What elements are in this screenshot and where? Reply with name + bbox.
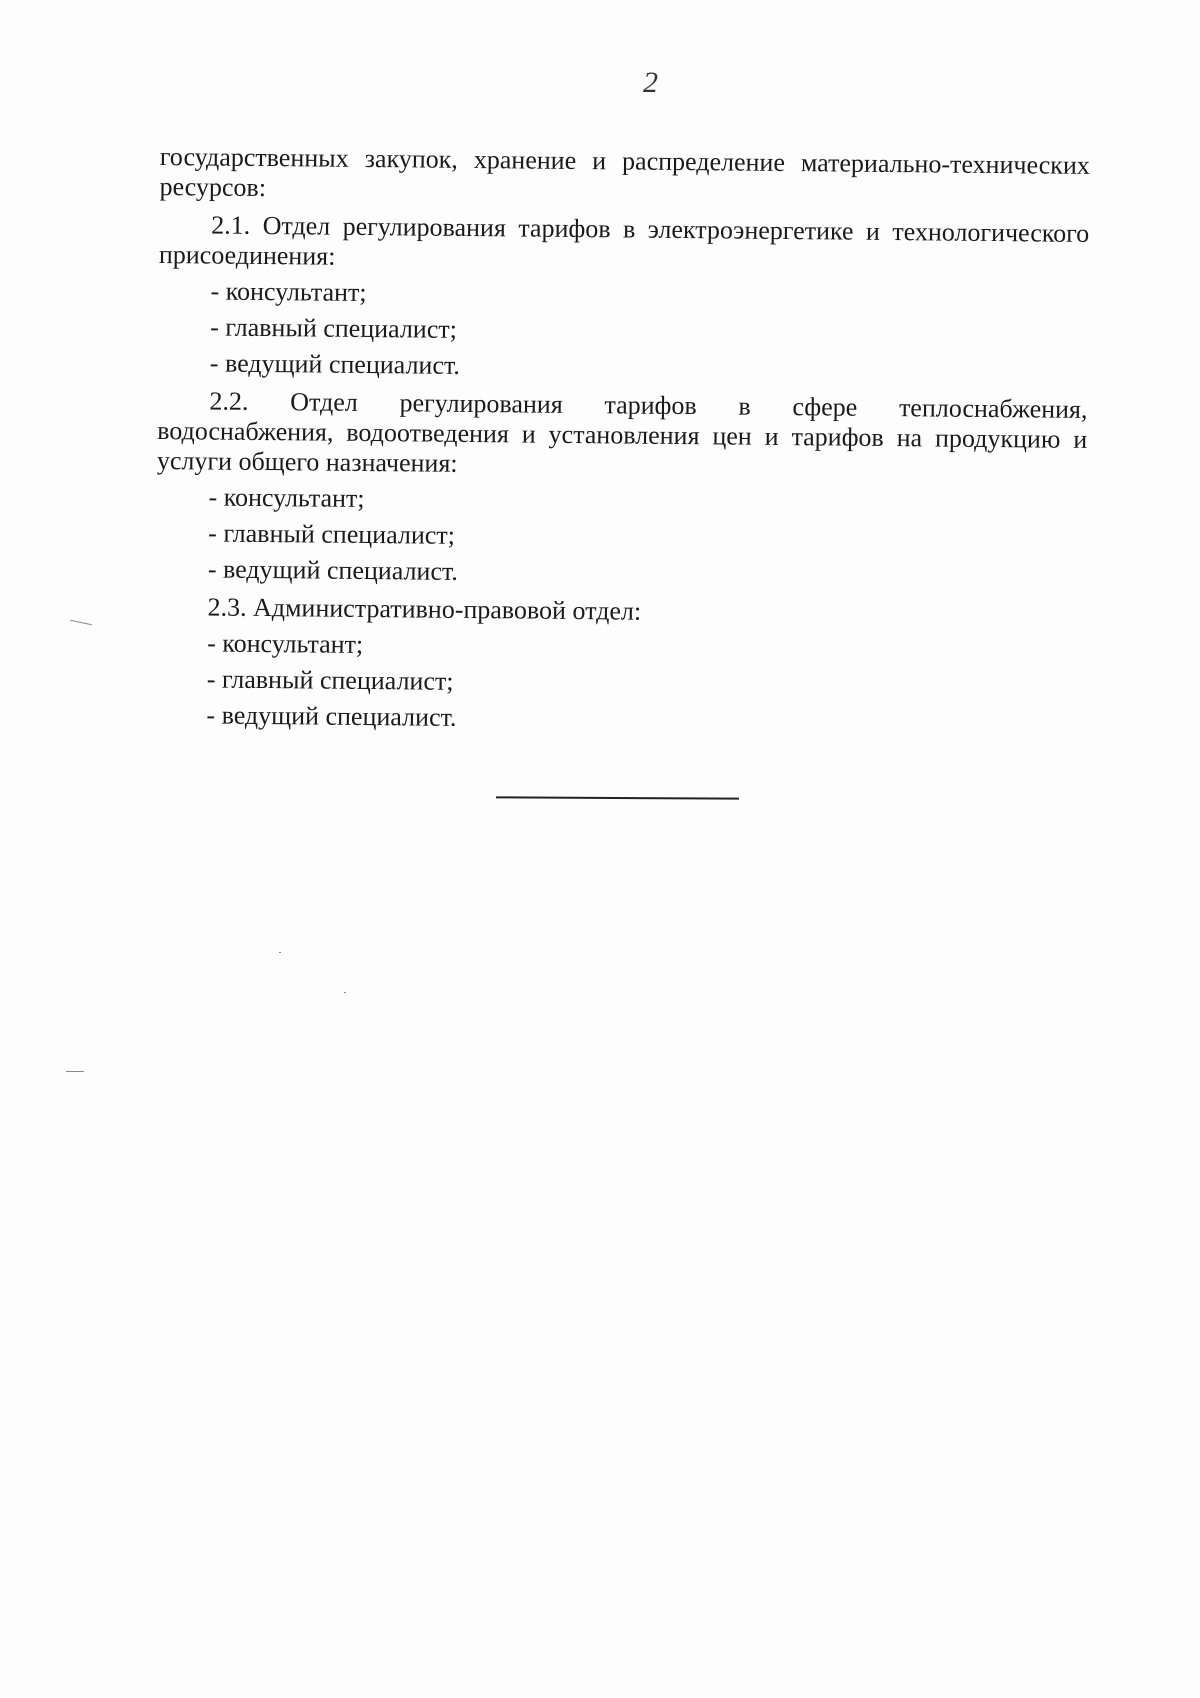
- section-2-2-heading-line-2: водоснабжения, водоотведения и установления цен и тарифов на продукцию и: [157, 415, 1088, 454]
- scan-mark: [279, 952, 281, 953]
- section-2-1-heading-line-1: 2.1. Отдел регулирования тарифов в электроэнергетике и технологического: [211, 210, 1090, 248]
- section-2-2-heading-line-1: 2.2. Отдел регулирования тарифов в сфере теплоснабжения,: [209, 386, 1088, 424]
- scan-mark: [66, 1071, 84, 1072]
- intro-line-1: государственных закупок, хранение и распределение материально-технических: [159, 142, 1090, 180]
- section-2-3-item-chief-specialist: - главный специалист;: [206, 664, 454, 696]
- section-2-3-item-consultant: - консультант;: [207, 628, 364, 659]
- page-number: 2: [643, 66, 658, 99]
- section-2-1-item-leading-specialist: - ведущий специалист.: [209, 348, 460, 380]
- scan-mark: [344, 992, 346, 993]
- section-2-2-item-chief-specialist: - главный специалист;: [208, 518, 456, 550]
- section-2-1-item-consultant: - консультант;: [210, 276, 367, 307]
- section-2-3-item-leading-specialist: - ведущий специалист.: [206, 700, 457, 732]
- section-2-1-heading-line-2: присоединения:: [158, 239, 336, 271]
- section-2-2-item-leading-specialist: - ведущий специалист.: [207, 554, 459, 586]
- section-2-2-heading-line-3: услуги общего назначения:: [156, 445, 458, 478]
- intro-line-2: ресурсов:: [159, 171, 267, 203]
- section-2-2-item-consultant: - консультант;: [208, 482, 365, 513]
- end-separator-line: [496, 796, 739, 799]
- document-body: [154, 142, 1090, 739]
- section-2-3-heading: 2.3. Административно-правовой отдел:: [207, 592, 642, 626]
- section-2-1-item-chief-specialist: - главный специалист;: [210, 312, 458, 344]
- scan-mark: [70, 620, 92, 626]
